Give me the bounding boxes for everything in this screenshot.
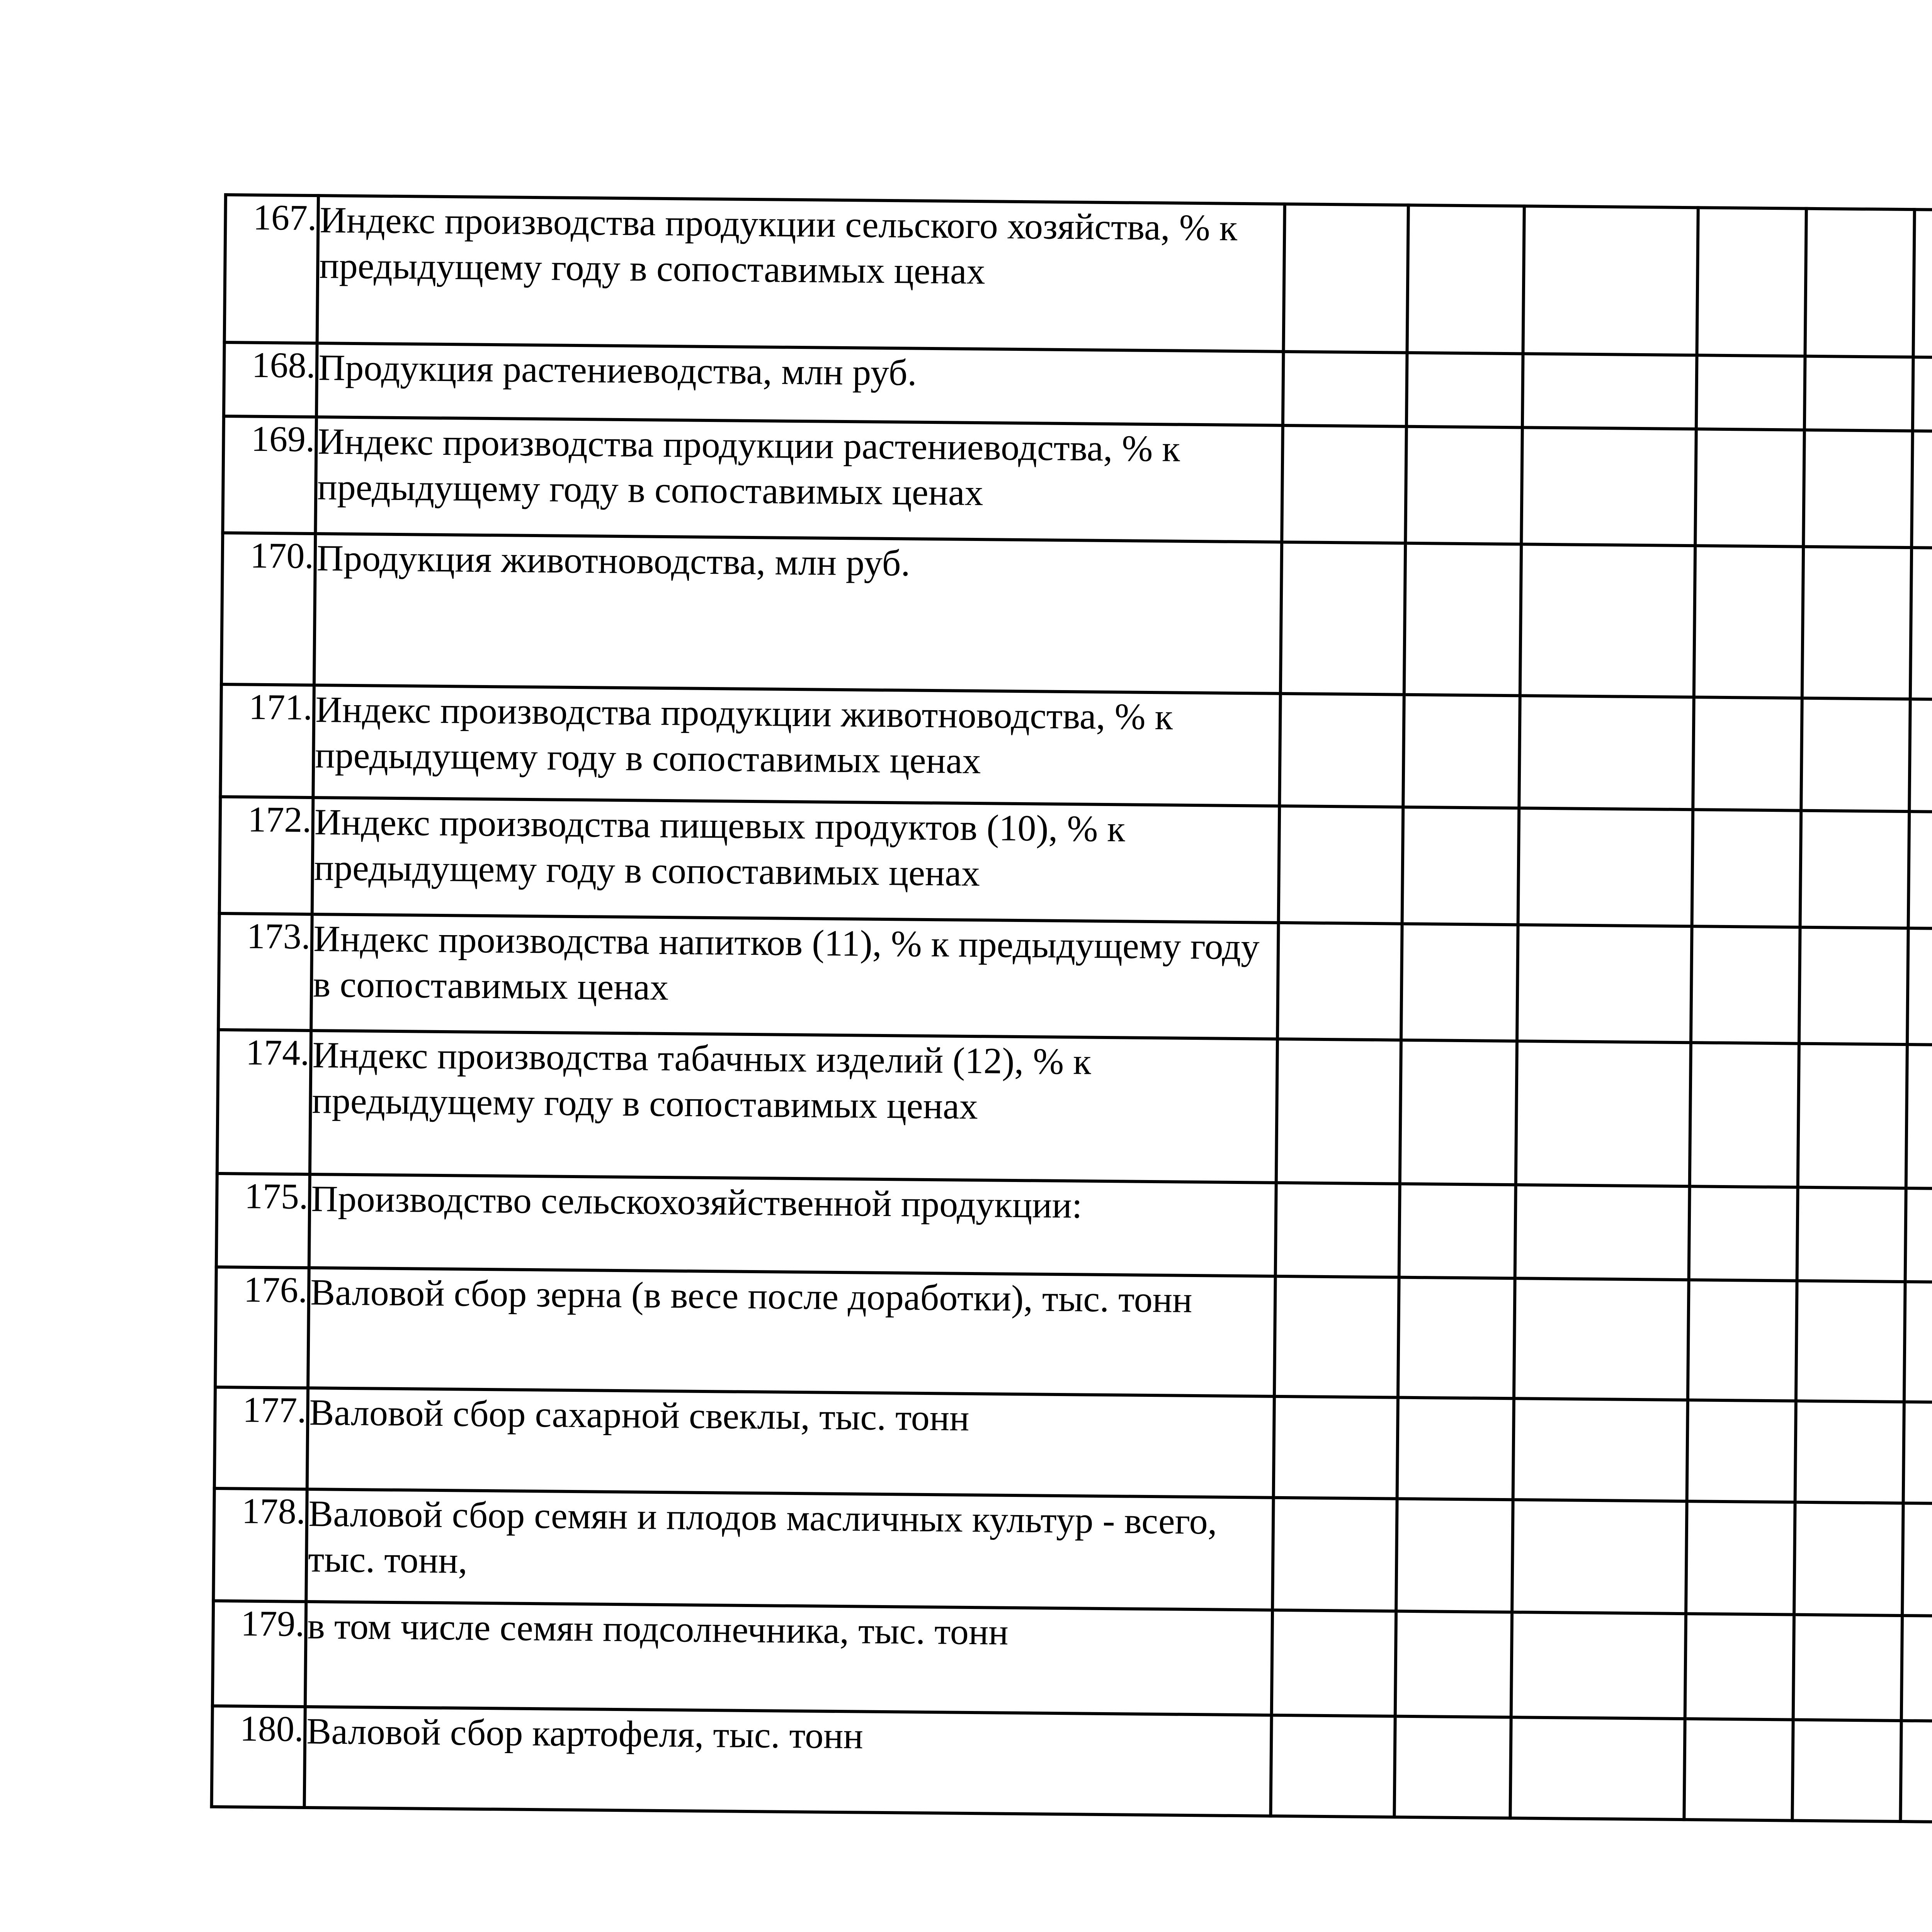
value-cell [1396, 1498, 1513, 1612]
value-cell [1907, 928, 1932, 1046]
value-cell [1399, 1184, 1516, 1278]
value-cell [1805, 209, 1915, 357]
value-cell [1795, 1401, 1904, 1503]
value-cell [1394, 1716, 1511, 1818]
value-cell [1282, 425, 1406, 543]
value-cell [1518, 808, 1693, 926]
row-number: 178. [213, 1488, 307, 1602]
indicator-label: Валовой сбор картофеля, тыс. тонн [304, 1706, 1272, 1816]
value-cell [1398, 1277, 1515, 1398]
value-cell [1794, 1502, 1903, 1616]
value-cell [1407, 205, 1524, 354]
value-cell [1400, 1040, 1517, 1185]
row-number: 175. [216, 1173, 310, 1267]
value-cell [1695, 429, 1804, 546]
value-cell [1901, 1721, 1932, 1823]
indicator-label: Индекс производства табачных изделий (12), % к предыдущему году в сопоставимых ценах [310, 1031, 1277, 1183]
value-cell [1799, 927, 1908, 1044]
indicator-label: Производство сельскохозяйственной продукции: [309, 1174, 1276, 1276]
value-cell [1696, 355, 1805, 430]
row-number: 177. [214, 1387, 308, 1489]
value-cell [1903, 1402, 1932, 1504]
indicator-label: Индекс производства напитков (11), % к предыдущему году в сопоставимых ценах [311, 914, 1278, 1039]
table-row [215, 1267, 1932, 1409]
value-cell [1694, 546, 1803, 698]
value-cell [1904, 1282, 1932, 1404]
value-cell [1511, 1612, 1686, 1718]
table-row [213, 1488, 1932, 1623]
value-cell [1516, 1041, 1691, 1187]
value-cell [1403, 694, 1520, 808]
value-cell [1517, 925, 1692, 1043]
indicator-label: Валовой сбор сахарной свеклы, тыс. тонн [307, 1388, 1274, 1497]
value-cell [1685, 1614, 1794, 1719]
indicator-table-wrap [210, 193, 1932, 1830]
value-cell [1902, 1503, 1932, 1617]
value-cell [1803, 430, 1913, 548]
value-cell [1906, 1044, 1932, 1190]
value-cell [1804, 356, 1913, 431]
value-cell [1401, 923, 1518, 1041]
value-cell [1913, 209, 1932, 359]
row-number: 176. [215, 1267, 309, 1388]
value-cell [1693, 697, 1802, 811]
row-number: 174. [217, 1030, 311, 1174]
value-cell [1512, 1500, 1687, 1614]
indicator-label: Индекс производства продукции сельского хозяйства, % к предыдущему году в сопоставимых ценах [317, 196, 1285, 352]
value-cell [1793, 1615, 1902, 1721]
table-row [212, 1706, 1932, 1828]
value-cell [1688, 1280, 1797, 1401]
value-cell [1510, 1717, 1685, 1820]
value-cell [1802, 546, 1912, 699]
indicator-label: Индекс производства продукции животноводства, % к предыдущему году в сопоставимых ценах [313, 685, 1280, 806]
row-number: 179. [213, 1601, 306, 1707]
indicator-table [210, 193, 1932, 1830]
value-cell [1278, 806, 1403, 923]
value-cell [1692, 810, 1801, 927]
value-cell [1796, 1281, 1905, 1402]
indicator-label: Индекс производства продукции растениеводства, % к предыдущему году в сопоставимых ценах [315, 417, 1282, 542]
value-cell [1913, 357, 1932, 432]
value-cell [1277, 923, 1402, 1040]
indicator-label: Валовой сбор зерна (в весе после доработки), тыс. тонн [308, 1268, 1275, 1396]
row-number: 168. [224, 342, 317, 417]
indicator-label: в том числе семян подсолнечника, тыс. тонн [305, 1602, 1272, 1715]
table-row [221, 533, 1932, 706]
value-cell [1273, 1396, 1398, 1498]
value-cell [1684, 1719, 1793, 1821]
value-cell [1395, 1611, 1512, 1717]
row-number: 180. [212, 1706, 305, 1808]
row-number: 169. [223, 416, 316, 534]
value-cell [1272, 1610, 1396, 1716]
table-row [224, 195, 1932, 364]
value-cell [1697, 207, 1806, 356]
value-cell [1689, 1186, 1798, 1281]
row-number: 167. [224, 195, 318, 343]
row-number: 171. [220, 684, 314, 798]
value-cell [1514, 1278, 1689, 1400]
value-cell [1687, 1400, 1796, 1502]
value-cell [1283, 204, 1408, 353]
value-cell [1404, 543, 1521, 696]
value-cell [1281, 542, 1406, 694]
value-cell [1800, 811, 1910, 928]
indicator-label: Продукция животноводства, млн руб. [314, 534, 1282, 694]
value-cell [1801, 698, 1910, 811]
value-cell [1397, 1398, 1514, 1500]
value-cell [1910, 548, 1932, 701]
value-cell [1283, 352, 1407, 427]
value-cell [1513, 1398, 1688, 1501]
row-number: 172. [219, 797, 313, 914]
table-row [220, 684, 1932, 819]
value-cell [1908, 811, 1932, 929]
value-cell [1270, 1715, 1395, 1817]
value-cell [1798, 1044, 1907, 1188]
value-cell [1405, 427, 1522, 544]
value-cell [1519, 696, 1694, 810]
value-cell [1276, 1039, 1401, 1184]
table-row [218, 913, 1932, 1052]
indicator-label: Индекс производства пищевых продуктов (10), % к предыдущему году в сопоставимых ценах [312, 798, 1279, 922]
row-number: 170. [221, 533, 315, 685]
value-cell [1272, 1497, 1397, 1611]
row-number: 173. [218, 913, 312, 1031]
value-cell [1690, 1043, 1799, 1187]
value-cell [1797, 1187, 1906, 1282]
indicator-label: Продукция растениеводства, млн руб. [316, 343, 1283, 425]
value-cell [1274, 1276, 1399, 1397]
value-cell [1901, 1616, 1932, 1722]
value-cell [1905, 1188, 1932, 1283]
value-cell [1523, 206, 1698, 355]
value-cell [1793, 1719, 1901, 1821]
value-cell [1909, 699, 1932, 813]
value-cell [1515, 1185, 1690, 1280]
table-row [219, 797, 1932, 935]
value-cell [1912, 431, 1932, 549]
value-cell [1279, 694, 1404, 807]
value-cell [1402, 807, 1519, 925]
indicator-label: Валовой сбор семян и плодов масличных культур - всего, тыс. тонн, [306, 1489, 1273, 1610]
table-row [223, 416, 1932, 555]
table-row [217, 1030, 1932, 1196]
value-cell [1275, 1183, 1400, 1277]
value-cell [1686, 1501, 1795, 1615]
value-cell [1406, 353, 1523, 428]
value-cell [1521, 427, 1696, 545]
value-cell [1522, 354, 1697, 429]
value-cell [1691, 926, 1800, 1044]
value-cell [1520, 544, 1696, 697]
